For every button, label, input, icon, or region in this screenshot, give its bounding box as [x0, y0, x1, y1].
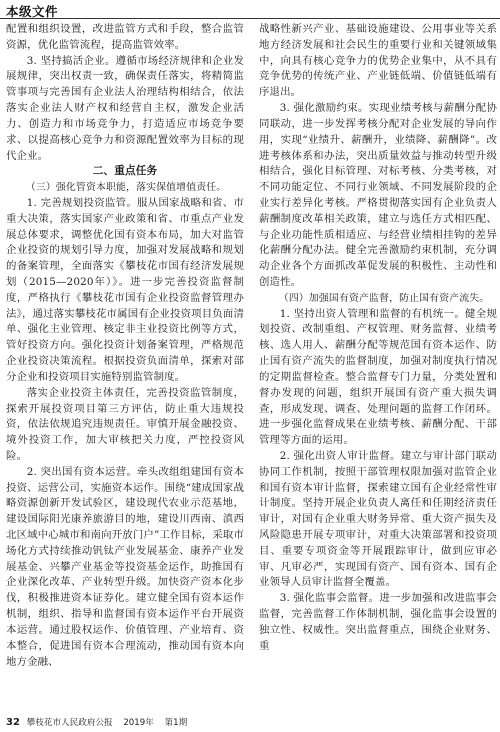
issue-number: 第1期 — [164, 718, 188, 728]
page-header — [0, 0, 500, 20]
paragraph: 落实企业投资主体责任，完善投资监管制度，探索开展投资项目第三方评估，防止重大违规投资，依法依规追究违规责任。审慎开展金融投资、境外投资工作，加大审核把关力度，严控投资风险。 — [6, 386, 244, 462]
paragraph: 3. 坚持搞活企业。遵循市场经济规律和企业发展规律，突出权责一致，确保责任落实，将精简监管事项与完善国有企业法人治理结构相结合，依法落实企业法人财产权和经营自主权，激发企业活力、创造力和市场竞争力，打造适应市场竞争要求、以提高核心竞争力和资源配置效率为目标的现代企业。 — [6, 54, 244, 162]
paragraph: 1. 完善规划投资监管。服从国家战略和省、市重大决策，落实国家产业政策和省、市重点产业发展总体要求，调整优化国有资本布局，加大对监管企业投资的规划引导力度，加强对发展战略和规划的备案管理，全面落实《攀枝花市国有经济发展规划（2015—2020年）》。进一步完善投资监督制度，严格执行《攀枝花市国有企业投资监督管理办法》，通过落实攀枝花市属国有企业投资项目负面清单、强化主业管理、核定非主业投资比例等方式，管好投资方向。强化投资计划备案管理，严格规范企业投资决策流程。根据投资负面清单，探索对部分企业和投资项目实施特别监管制度。 — [6, 196, 244, 383]
journal-name: 攀枝花市人民政府公报 — [26, 718, 113, 728]
section-title: 本级文件 — [6, 4, 59, 19]
header-divider — [0, 18, 500, 19]
section-heading: 二、重点任务 — [92, 165, 158, 178]
paragraph: 战略性新兴产业、基础设施建设、公用事业等关系地方经济发展和社会民生的重要行业和关键领域集中，向具有核心竞争力的优势企业集中，从不具有竞争优势的传统产业、产业链低端、价值链低端有序退出。 — [259, 23, 497, 99]
paragraph: 2. 强化出资人审计监督。建立与审计部门联动协同工作机制，按照干部管理权限加强对监管企业和国有资本审计监督，探索建立国有企业经常性审计制度。坚持开展企业负责人离任和任期经济责任审计，对国有企业重大财务异常、重大资产损失及风险隐患开展专项审计，对重大决策部署和投资项目、重要专项资金等开展跟踪审计，做到应审必审、凡审必严，实现国有资产、国有资本、国有企业领导人员审计监督全覆盖。 — [259, 449, 497, 589]
paragraph: 2. 突出国有资本运营。牵头改组组建国有资本投资、运营公司，实施资本运作。围绕“建成国家战略资源创新开发试验区，建设现代农业示范基地，建设国际阳光康养旅游目的地，建设川西南、滇西北区域中心城市和南向开放门户”工作目标，采取市场化方式持续推动钒钛产业发展基金、康养产业发展基金、兴攀产业基金等投资基金运作，助推国有企业深化改革、产业转型升级。加快资产资本化步伐，积极推进资本证券化。建立健全国有资本运作机制，组织、指导和监督国有资本运作平台开展资本运营。通过股权运作、价值管理、产业培育、资本整合，促进国有资本合理流动，推动国有资本向地方金融、 — [6, 465, 244, 668]
page-number: 32 — [6, 717, 20, 728]
paragraph: 1. 坚持出资人管理和监督的有机统一。健全规划投资、改制重组、产权管理、财务监督、业绩考核、选人用人、薪酬分配等规范国有资本运作、防止国有资产流失的监督制度，加强对制度执行情况的定期监督检查。整合监督专门力量，分类处置和督办发现的问题，组织开展国有资产重大损失调查，形成发现、调查、处理问题的监督工作闭环。进一步强化监督成果在业绩考核、薪酬分配、干部管理等方面的运用。 — [259, 307, 497, 447]
publication-year: 2019年 — [123, 718, 154, 728]
subsection-heading: （四）加强国有资产监督，防止国有资产流失。 — [278, 292, 490, 304]
paragraph: 3. 强化激励约束。实现业绩考核与薪酬分配协同联动，进一步发挥考核分配对企业发展的导向作用，实现“业绩升、薪酬升，业绩降、薪酬降”。改进考核体系和办法，突出质量效益与推动转型升级相结合，强化目标管理、对标考核、分类考核，对不同功能定位、不同行业领域、不同发展阶段的企业实行差异化考核。严格贯彻落实国有企业负责人薪酬制度改革相关政策，建立与选任方式相匹配、与企业功能性质相适应、与经营业绩相挂钩的差异化薪酬分配办法。健全完善激励约束机制，充分调动企业各个方面抓改革促发展的积极性、主动性和创造性。 — [259, 102, 497, 288]
paragraph: 配置和组织设置，改进监管方式和手段，整合监管资源，优化监管流程，提高监管效率。 — [6, 23, 244, 51]
subsection-heading: （三）强化管资本职能，落实保值增值责任。 — [25, 182, 227, 194]
page-footer — [6, 716, 306, 730]
right-text-column — [259, 22, 497, 712]
paragraph: 3. 强化监事会监督。进一步加强和改进监事会监督，完善监督工作体制机制，强化监事会设置的独立性、权威性。突出监督重点，围绕企业财务、重 — [259, 592, 497, 652]
left-text-column — [6, 22, 244, 712]
